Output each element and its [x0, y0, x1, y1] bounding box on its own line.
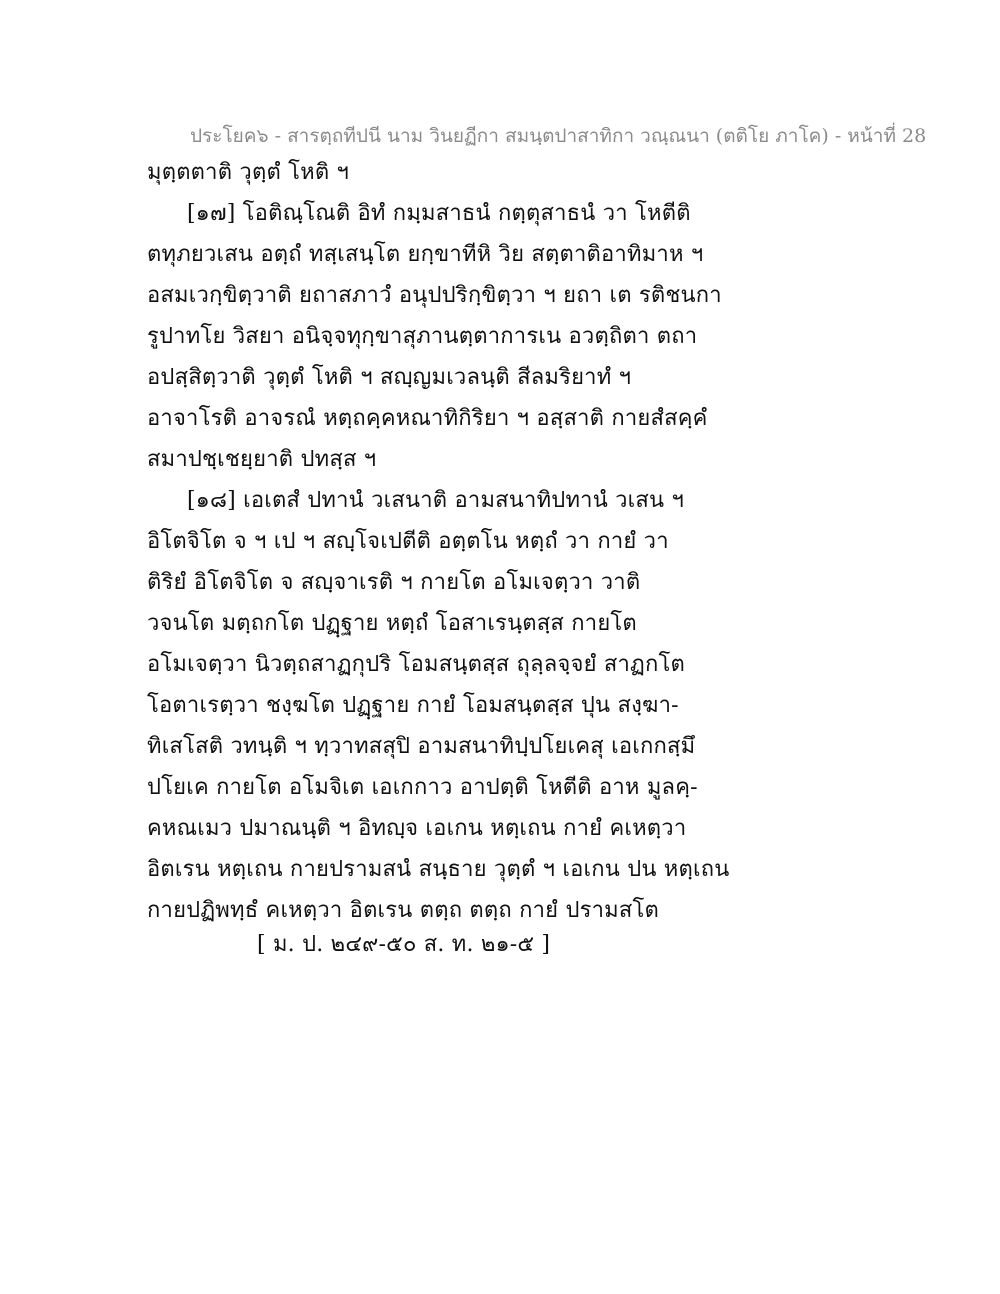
text-line: อิโตจิโต จ ฯ เป ฯ สญฺโจเปตีติ อตฺตโน หตฺถํ วา กายํ วา [147, 529, 669, 554]
text-line: สมาปชฺเชยฺยาติ ปทสฺส ฯ [147, 447, 377, 472]
text-line: โอตาเรตฺวา ชงฺฆโต ปฏฺฐาย กายํ โอมสนฺตสฺส ปุน สงฺฆา- [147, 693, 679, 718]
text-line: อโมเจตฺวา นิวตฺถสาฏกุปริ โอมสนฺตสฺส ถุลฺลจฺจยํ สาฏกโต [147, 652, 686, 677]
running-header: ประโยค๖ - สารตฺถทีปนี นาม วินยฏีกา สมนฺตปาสาทิกา วณฺณนา (ตติโย ภาโค) - หน้าที่ 28 [190, 125, 927, 147]
text-line: รูปาทโย วิสยา อนิจฺจทุกฺขาสุภานตฺตาการเน อวตฺถิตา ตถา [147, 324, 698, 349]
text-line: ทิเสโสติ วทนฺติ ฯ ทฺวาทสสุปิ อามสนาทิปฺปโยเคสุ เอเกกสฺมึ [147, 734, 696, 759]
paragraph-17-start: [๑๗] โอติณฺโณติ อิทํ กมฺมสาธนํ กตฺตุสาธนํ วา โหตีติ [187, 201, 691, 226]
text-line: คหณเมว ปมาณนฺติ ฯ อิทญฺจ เอเกน หตฺเถน กายํ คเหตฺวา [147, 816, 687, 841]
text-line: กายปฏิพทฺธํ คเหตฺวา อิตเรน ตตฺถ ตตฺถ กายํ ปรามสโต [147, 898, 660, 923]
text-line: มุตฺตตาติ วุตฺตํ โหติ ฯ [147, 160, 350, 185]
text-line: ตทุภยวเสน อตฺถํ ทสฺเสนฺโต ยกฺขาทีหิ วิย สตฺตาติอาทิมาห ฯ [147, 242, 704, 267]
reference-citation: [ ม. ป. ๒๔๙-๕๐ ส. ท. ๒๑-๕ ] [257, 932, 551, 957]
text-line: อสมเวกฺขิตฺวาติ ยถาสภาวํ อนุปปริกฺขิตฺวา ฯ ยถา เต รติชนกา [147, 283, 722, 308]
text-line: อิตเรน หตฺเถน กายปรามสนํ สนฺธาย วุตฺตํ ฯ เอเกน ปน หตฺเถน [147, 857, 730, 882]
text-line: วจนโต มตฺถกโต ปฏฺฐาย หตฺถํ โอสาเรนฺตสฺส กายโต [147, 611, 637, 636]
text-line: อปสฺสิตฺวาติ วุตฺตํ โหติ ฯ สญฺญมเวลนฺติ สีลมริยาทํ ฯ [147, 365, 632, 390]
text-line: ติริยํ อิโตจิโต จ สญฺจาเรติ ฯ กายโต อโมเจตฺวา วาติ [147, 570, 641, 595]
text-line: อาจาโรติ อาจรณํ หตฺถคฺคหณาทิกิริยา ฯ อสฺสาติ กายสํสคฺคํ [147, 406, 708, 431]
paragraph-18-start: [๑๘] เอเตสํ ปทานํ วเสนาติ อามสนาทิปทานํ วเสน ฯ [187, 488, 685, 513]
text-line: ปโยเค กายโต อโมจิเต เอเกกาว อาปตฺติ โหตีติ อาห มูลคฺ- [147, 775, 698, 800]
